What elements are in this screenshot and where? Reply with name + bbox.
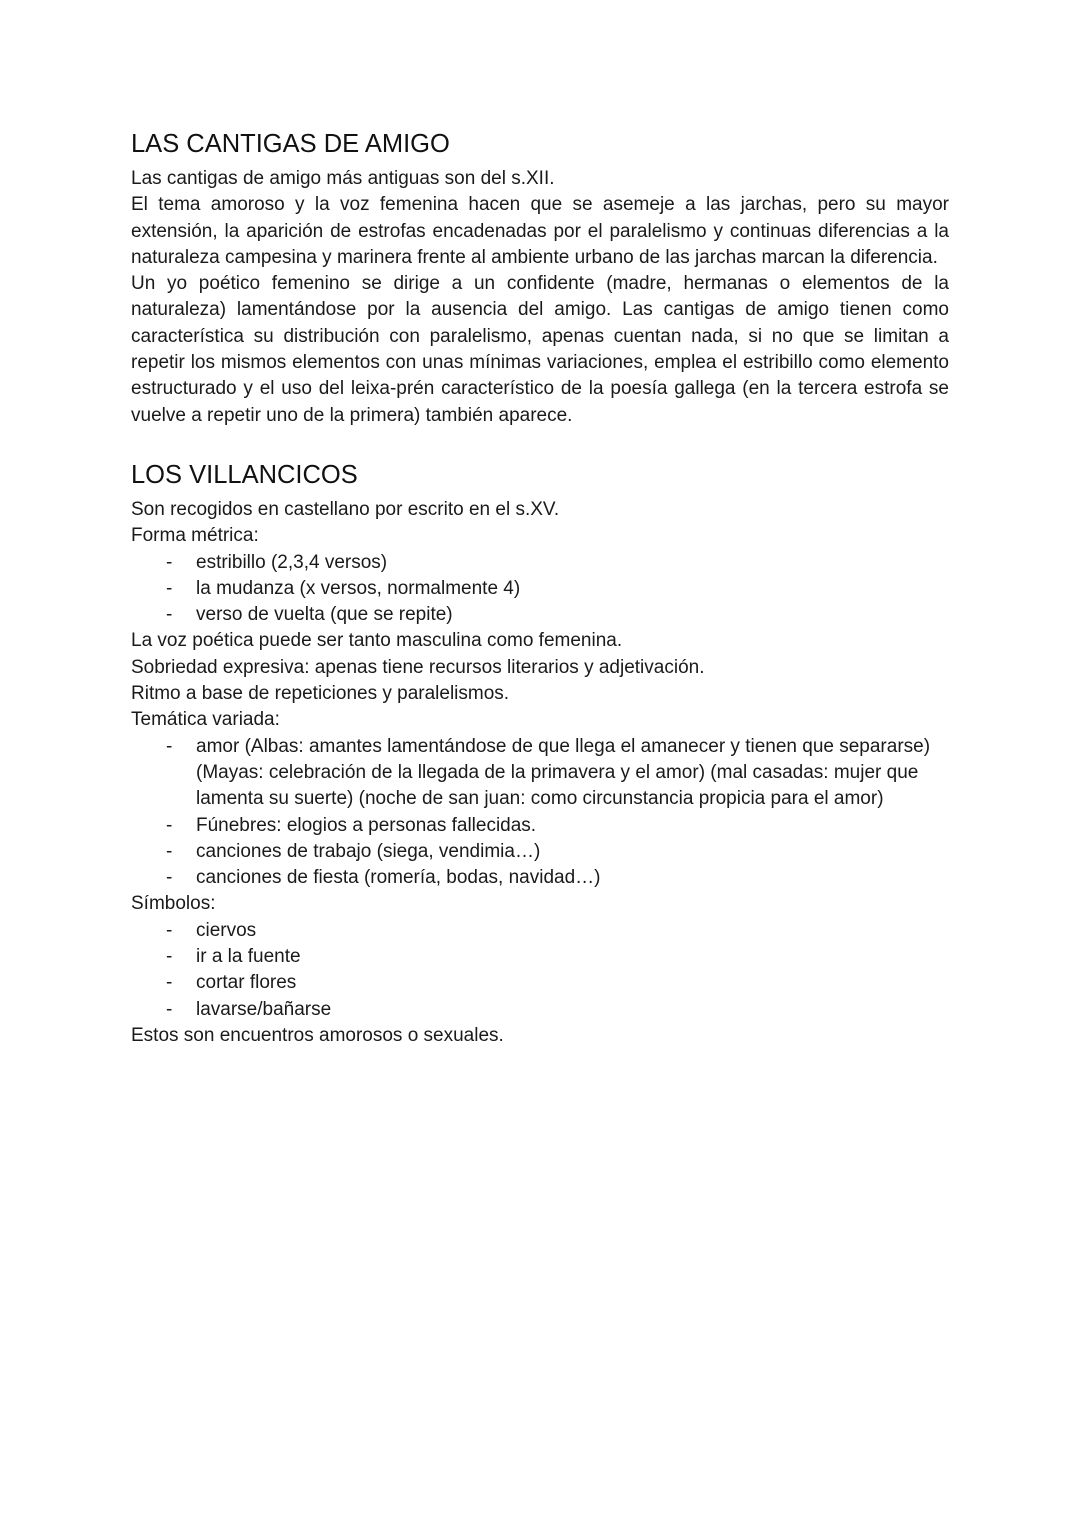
paragraph: El tema amoroso y la voz femenina hacen que se asemeje a las jarchas, pero su mayor extensión, la aparición de estrofas encadenadas por el paralelismo y continuas diferencias a la naturaleza campesina y marinera frente al ambiente urbano de las jarchas marcan la diferencia. (131, 194, 949, 268)
paragraph: Ritmo a base de repeticiones y paralelismos. (131, 683, 510, 705)
heading-villancicos: LOS VILLANCICOS (131, 460, 358, 489)
list-item: - verso de vuelta (que se repite) (166, 604, 453, 626)
list-item: - canciones de fiesta (romería, bodas, navidad…) (166, 867, 601, 889)
list-item: - la mudanza (x versos, normalmente 4) (166, 577, 521, 599)
list-item: - ir a la fuente (166, 946, 301, 968)
paragraph: Son recogidos en castellano por escrito en el s.XV. (131, 498, 560, 520)
tematica-list (131, 734, 949, 892)
list-item: - cortar flores (166, 972, 297, 994)
list-item: - canciones de trabajo (siega, vendimia…) (166, 840, 541, 862)
list-item: - ciervos (166, 919, 257, 941)
paragraph: La voz poética puede ser tanto masculina como femenina. (131, 630, 623, 652)
list-item: - Fúnebres: elogios a personas fallecidas. (166, 814, 537, 836)
document-page (131, 128, 949, 1049)
list-item: - estribillo (2,3,4 versos) (166, 551, 388, 573)
paragraph: Un yo poético femenino se dirige a un confidente (madre, hermanas o elementos de la naturaleza) lamentándose por la ausencia del amigo. Las cantigas de amigo tienen como característica su distribución con paralelismo, apenas cuentan nada, si no que se limitan a repetir los mismos elementos con unas mínimas variaciones, emplea el estribillo como elemento estructurado y el uso del leixa-prén característico de la poesía gallega (en la tercera estrofa se vuelve a repetir uno de la primera) también aparece. (131, 273, 949, 426)
forma-list (131, 550, 949, 629)
paragraph: Símbolos: (131, 893, 216, 915)
list-item: - lavarse/bañarse (166, 998, 332, 1020)
heading-cantigas: LAS CANTIGAS DE AMIGO (131, 130, 450, 158)
paragraph: Estos son encuentros amorosos o sexuales. (131, 1024, 504, 1046)
paragraph: Temática variada: (131, 709, 280, 731)
paragraph: Forma métrica: (131, 525, 259, 547)
paragraph: Las cantigas de amigo más antiguas son del s.XII. (131, 168, 555, 189)
list-item: - amor (Albas: amantes lamentándose de que llega el amanecer y tienen que separarse) (Mayas: celebración de la llegada de la primavera y el amor) (mal casadas: mujer que lamenta su suerte) (noche de san juan: como circunstancia propicia para el amor) (166, 735, 931, 810)
paragraph: Sobriedad expresiva: apenas tiene recursos literarios y adjetivación. (131, 656, 705, 678)
simbolos-list (131, 918, 949, 1023)
